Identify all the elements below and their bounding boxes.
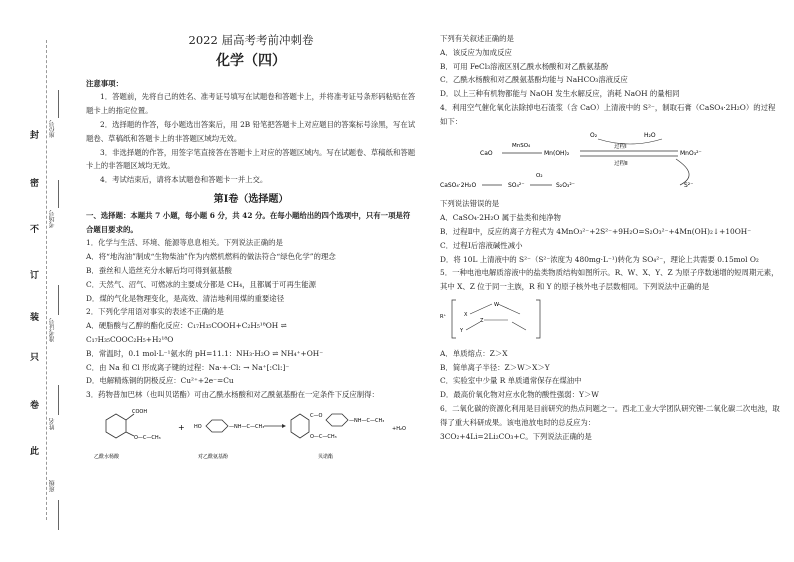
paracetamol-structure (194, 420, 264, 432)
q4-mnoh2: Mn(OH)₂ (544, 149, 570, 157)
seal-char: 此 (30, 447, 40, 457)
question-3-option-d: D．以上三种有机物都能与 NaOH 发生水解反应，消耗 NaOH 的量相同 (440, 89, 680, 99)
seal-char: 卷 (30, 401, 40, 411)
field-underline (58, 180, 59, 208)
question-4-option-b: B．过程Ⅱ中，反应的离子方程式为 4MnO₃²⁻+2S²⁻+9H₂O=S₂O₃²⁻+4Mn(OH)₂↓+10OH⁻ (440, 226, 752, 236)
notice-item: 2．选择题的作答，每小题选出答案后，用 2B 铅笔把答题卡上对应题目的答案标号涂黑，写在试题卷、草稿纸和答题卡上的非答题区域均无效。 (86, 119, 416, 143)
q4-s2o3: S₂O₃²⁻ (556, 181, 575, 189)
question-2-option-a-cont: C₁₇H₃₅COOC₂H₅+H₂¹⁸O (86, 334, 174, 344)
q5-structure-diagram (440, 294, 560, 342)
question-3-options-stem: 下列有关叙述正确的是 (440, 34, 514, 43)
question-3-option-c: C．乙酰水杨酸和对乙酰氨基酚均能与 NaHCO₃溶液反应 (440, 75, 628, 85)
class-field: 班级 (49, 480, 56, 492)
seal-char: 封 (30, 131, 40, 141)
question-3-option-a: A．该反应为加成反应 (440, 47, 512, 57)
seal-char: 不 (30, 225, 40, 235)
exam-subject: 化学（四） (216, 52, 286, 69)
question-1-option-b: B．蚕丝和人造丝充分水解后均可得到氨基酸 (86, 265, 232, 275)
question-4-stem: 4．利用空气催化氧化法除掉电石渣浆（含 CaO）上清液中的 S²⁻，制取石膏（CaSO₄·2H₂O）的过程如下： (440, 102, 776, 126)
question-3-stem: 3．药物普加巴林（也叫贝诺酯）可由乙酰水杨酸和对乙酰氨基酚在一定条件下反应制得： (86, 390, 379, 400)
section-title: 第Ⅰ卷（选择题） (213, 193, 289, 205)
q4-mnso4: MnSO₄ (512, 142, 531, 149)
q5-z: Z (480, 317, 484, 324)
seal-char: 只 (30, 353, 40, 363)
q4-cao: CaO (480, 149, 493, 157)
exam-room-field: 考场号 (49, 210, 56, 228)
q4-s2: S²⁻ (684, 181, 694, 189)
q5-w: W (494, 301, 499, 308)
question-3-option-b: B．可用 FeCl₃溶液区别乙酰水杨酸和对乙酰氨基酚 (440, 61, 609, 71)
q4-so4: SO₄²⁻ (508, 181, 525, 189)
svg-text:—NH—C—CH₃: —NH—C—CH₃ (349, 417, 385, 424)
notice-item: 3．非选择题的作答，用签字笔直接答在答题卡上对应的答题区域内。写在试题卷、草稿纸和答题卡上的非答题区域均无效。 (86, 147, 416, 171)
benorilate-structure (291, 413, 384, 440)
svg-text:C—O: C—O (310, 412, 323, 419)
plus-sign: + (178, 422, 185, 432)
question-2-option-b: B．常温时，0.1 mol·L⁻¹氨水的 pH=11.1：NH₃·H₂O ⇌ NH₄⁺+OH⁻ (86, 348, 324, 358)
q4-o2-top: O₂ (590, 131, 598, 139)
svg-text:—NH—C—CH₃: —NH—C—CH₃ (229, 423, 265, 430)
label-benorilate: 贝诺酯 (318, 453, 334, 460)
seat-number-field: 座位号 (49, 120, 56, 138)
question-2-option-a: A．硬脂酸与乙醇的酯化反应：C₁₇H₃₅COOH+C₂H₅¹⁸OH ⇌ (86, 321, 287, 331)
admission-number-field: 准考证号 (49, 318, 56, 342)
seal-char: 订 (30, 271, 40, 281)
question-6-equation: 3CO₂+4Li=2Li₂CO₃+C。下列说法正确的是 (440, 431, 592, 441)
seal-char: 装 (30, 313, 40, 323)
q4-caso4: CaSO₄·2H₂O (440, 181, 477, 189)
q4-mno3: MnO₃²⁻ (680, 149, 702, 157)
section-intro: 一、选择题：本题共 7 小题，每小题 6 分，共 42 分。在每小题给出的四个选项中，只有一项是符合题目要求的。 (86, 210, 411, 234)
q5-y: Y (460, 327, 464, 334)
binding-margin (0, 0, 60, 562)
question-2-option-d: D．电解精炼铜的阴极反应：Cu²⁺+2e⁻=Cu (86, 376, 234, 386)
aspirin-structure (106, 409, 161, 441)
question-1-option-a: A．将“地沟油”制成“生物柴油”作为内燃机燃料的做法符合“绿色化学”的理念 (86, 252, 336, 262)
question-4-option-d: D．将 10L 上清液中的 S²⁻（S²⁻浓度为 480mg·L⁻¹)转化为 SO₄²⁻，理论上共需要 0.15mol O₂ (440, 254, 759, 264)
svg-text:COOH: COOH (132, 408, 148, 415)
q5-x: X (464, 311, 468, 318)
notice-heading: 注意事项： (86, 78, 123, 88)
q4-process-diagram (440, 129, 780, 193)
exam-title: 2022 届高考考前冲刺卷 (188, 33, 314, 47)
left-column (86, 0, 416, 467)
label-aspirin: 乙酰水杨酸 (94, 453, 120, 460)
water-product: +H₂O (392, 425, 406, 432)
field-underline (58, 500, 59, 530)
question-4-option-c: C．过程Ⅰ后溶液碱性减小 (440, 240, 523, 250)
binding-dashed-line (46, 40, 47, 520)
question-2-stem: 2．下列化学用语对事实的表述不正确的是 (86, 307, 224, 317)
question-4-option-a: A．CaSO₄·2H₂O 属于盐类和纯净物 (440, 213, 561, 223)
label-paracetamol: 对乙酰氨基酚 (198, 453, 229, 460)
question-5-option-d: D．最高价氧化物对应水化物的酸性强弱：Y＞W (440, 390, 599, 400)
question-6-stem: 6．二氧化碳的资源化利用是目前研究的热点问题之一。西北工业大学团队研究锂-二氧化碳二次电池，取得了重大科研成果。该电池放电时的总反应为： (440, 403, 780, 427)
q3-reaction-diagram (86, 402, 416, 462)
svg-text:HO: HO (194, 423, 202, 430)
field-underline (58, 385, 59, 415)
q4-step2: 过程Ⅱ (614, 160, 628, 167)
question-1-option-c: C．天然气、沼气、可燃冰的主要成分都是 CH₄，且都属于可再生能源 (86, 279, 317, 289)
q4-o2-bottom: O₂ (536, 172, 543, 179)
svg-text:O—C—CH₃: O—C—CH₃ (310, 433, 337, 440)
field-underline (58, 285, 59, 315)
question-4-q: 下列说法错误的是 (440, 199, 500, 209)
svg-text:O—C—CH₃: O—C—CH₃ (134, 434, 161, 441)
question-5-option-b: B．简单离子半径：Z＞W＞X＞Y (440, 362, 550, 372)
q4-h2o: H₂O (644, 131, 656, 139)
seal-char: 密 (30, 179, 40, 189)
field-underline (58, 90, 59, 118)
question-2-option-c: C．由 Na 和 Cl 形成离子键的过程：Na·+·Cl: → Na⁺[:Cl:]⁻ (86, 362, 290, 372)
right-column (440, 32, 780, 443)
name-field: 姓名 (49, 418, 56, 430)
notice-item: 1．答题前，先将自己的姓名、准考证号填写在试题卷和答题卡上，并将准考证号条形码粘贴在答题卡上的指定位置。 (86, 92, 416, 116)
q4-step1: 过程Ⅰ (614, 143, 627, 150)
q5-r-ion: R⁺ (440, 313, 447, 320)
notice-item: 4．考试结束后，请将本试题卷和答题卡一并上交。 (100, 175, 268, 185)
question-1-stem: 1．化学与生活、环境、能源等息息相关。下列说法正确的是 (86, 238, 283, 248)
question-5-option-a: A．单质熔点：Z＞X (440, 348, 508, 358)
question-1-option-d: D．煤的气化是物理变化，是高效、清洁地利用煤的重要途径 (86, 293, 285, 303)
question-5-option-c: C．实验室中少量 R 单质通常保存在煤油中 (440, 376, 582, 386)
question-5-stem: 5．一种电池电解质溶液中的盐类物质结构如图所示。R、W、X、Y、Z 为原子序数递增的短周期元素，其中 X、Z 位于同一主族，R 和 Y 的原子核外电子层数相同。下列说法中正确的是 (440, 268, 779, 292)
